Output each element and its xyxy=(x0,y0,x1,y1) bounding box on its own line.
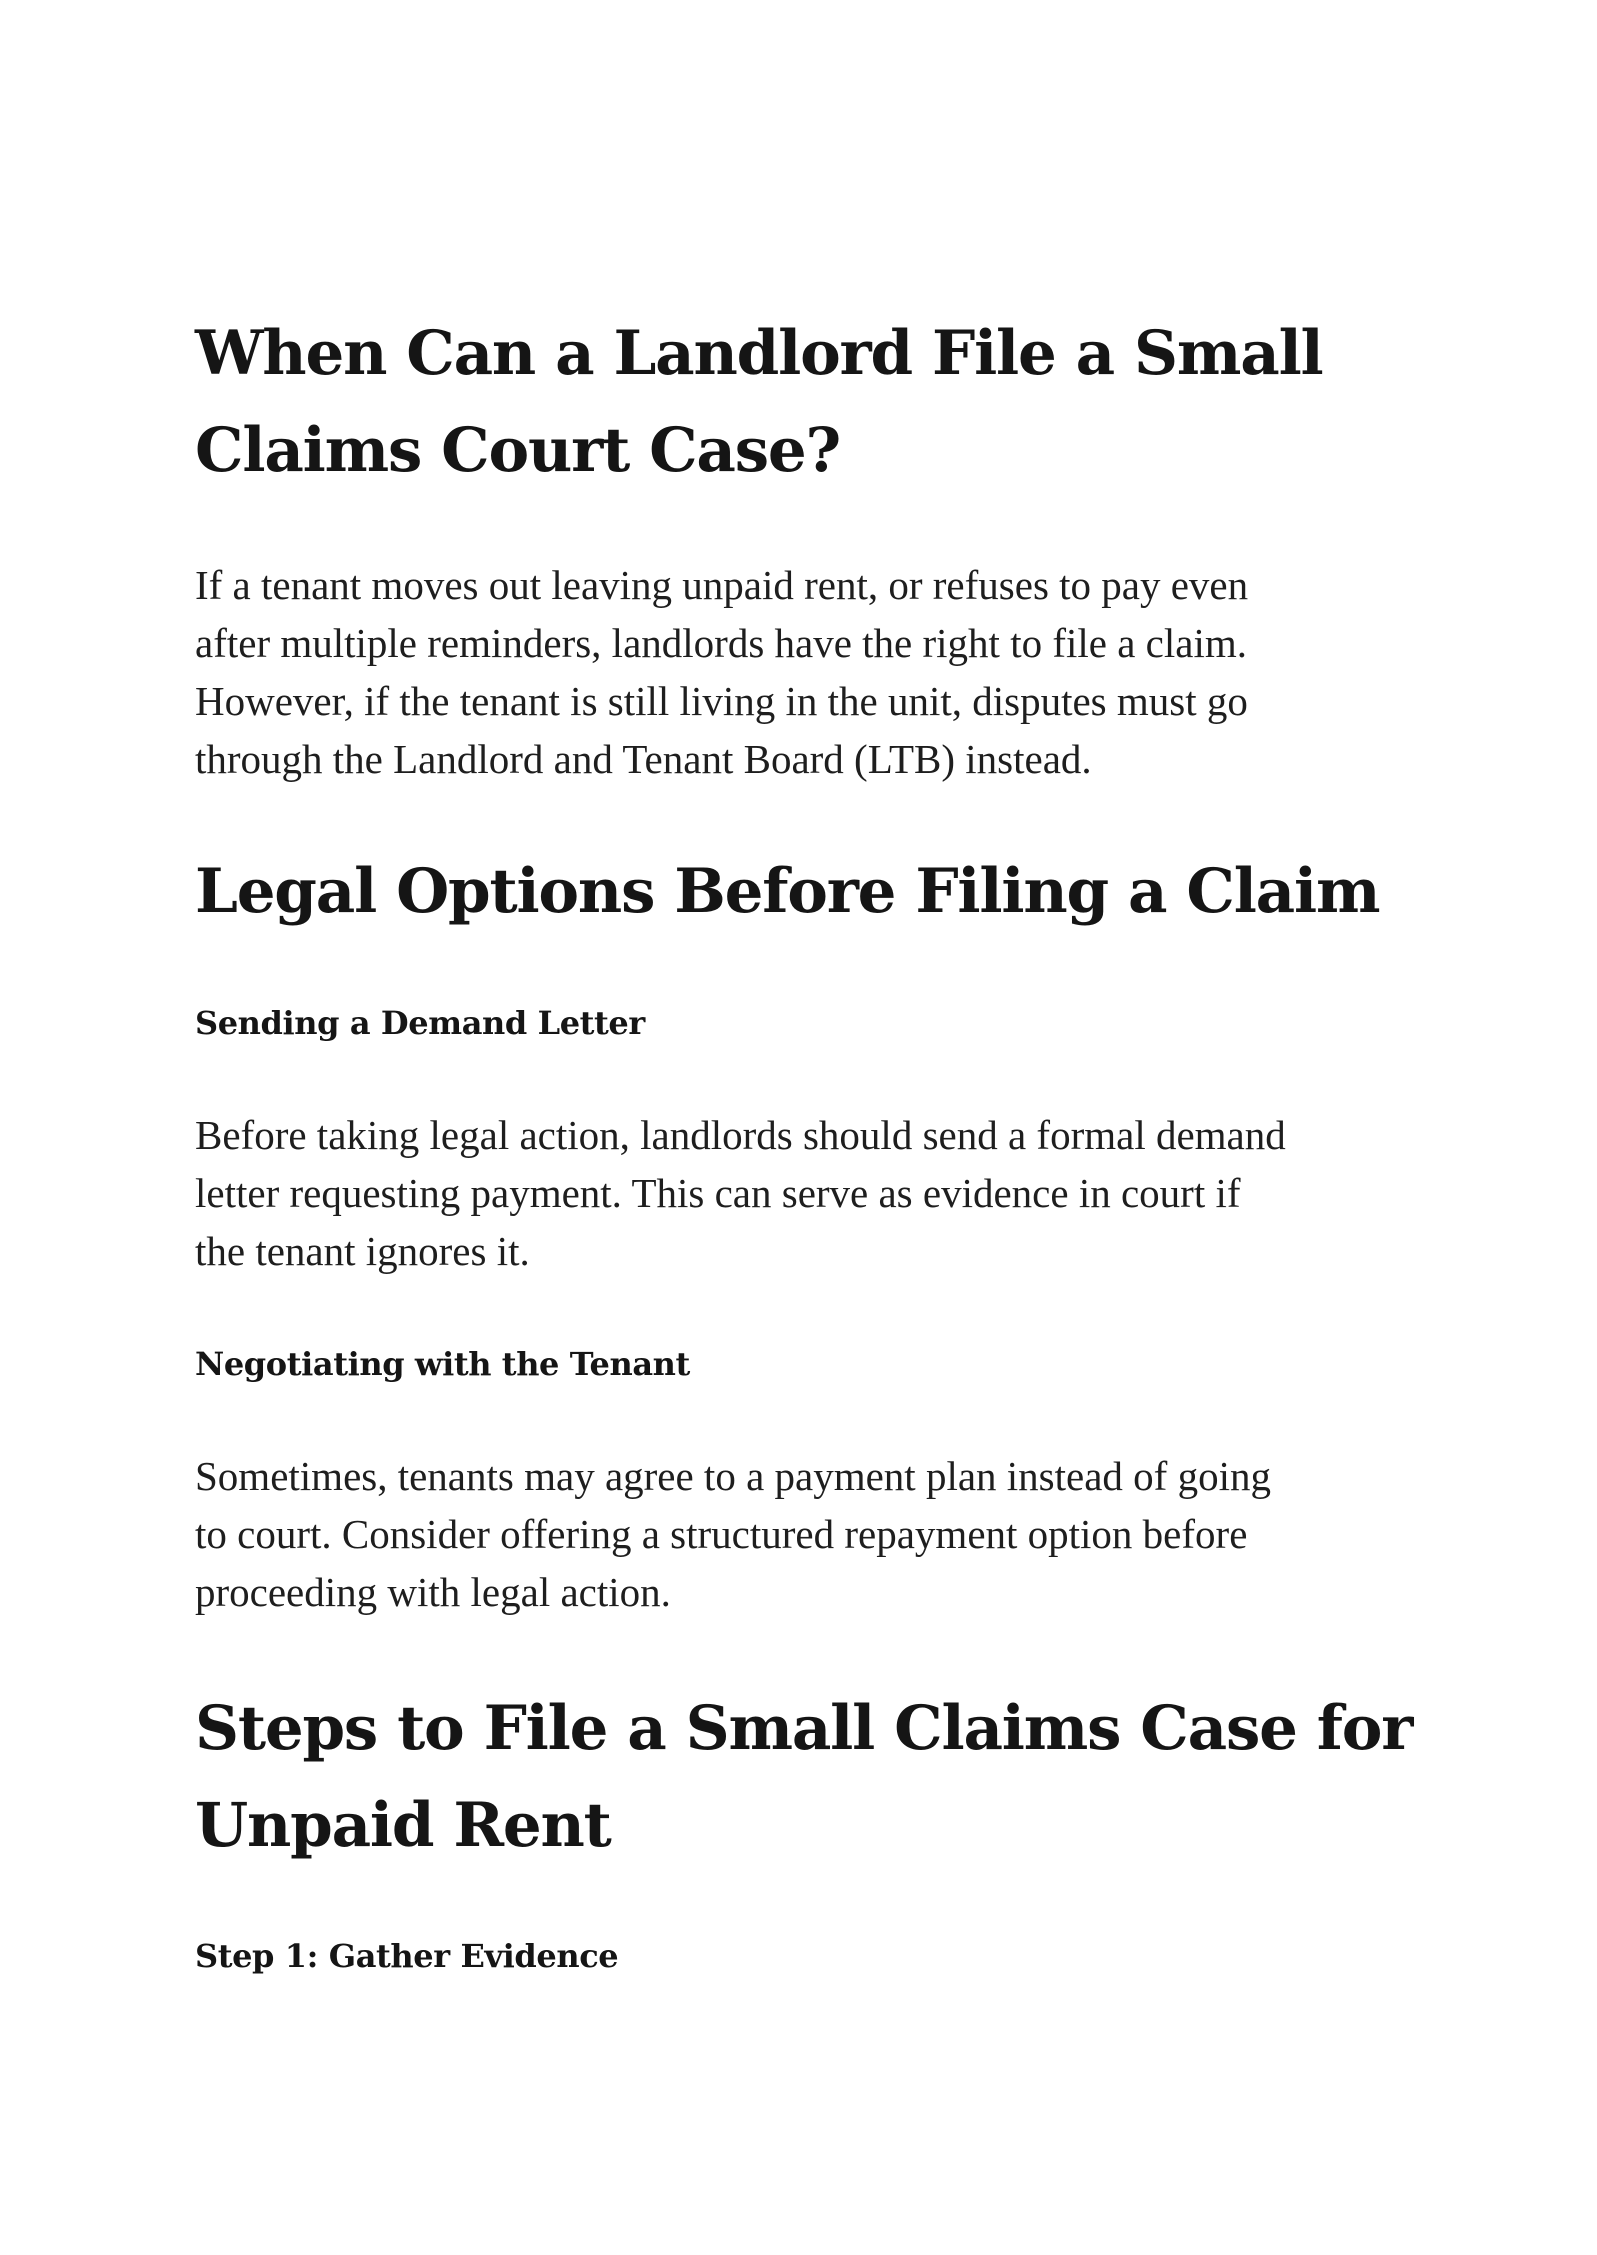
heading-line: Unpaid Rent xyxy=(195,1790,611,1861)
paragraph-landlord-filing xyxy=(195,556,1435,788)
heading-line: Steps to File a Small Claims Case for xyxy=(195,1693,1413,1764)
paragraph-line: However, if the tenant is still living in the unit, disputes must go xyxy=(195,678,1248,724)
subheading-negotiating: Negotiating with the Tenant xyxy=(195,1345,690,1383)
paragraph-line: after multiple reminders, landlords have the right to file a claim. xyxy=(195,620,1247,666)
paragraph-line: Before taking legal action, landlords should send a formal demand xyxy=(195,1112,1286,1158)
paragraph-line: letter requesting payment. This can serve as evidence in court if xyxy=(195,1170,1241,1216)
paragraph-line: If a tenant moves out leaving unpaid rent, or refuses to pay even xyxy=(195,562,1249,608)
section-heading-legal-options: Legal Options Before Filing a Claim xyxy=(195,856,1380,927)
section-heading-steps-to-file xyxy=(195,1680,1412,1874)
subheading-step-1: Step 1: Gather Evidence xyxy=(195,1937,619,1975)
heading-line: When Can a Landlord File a Small xyxy=(195,318,1323,389)
paragraph-line: through the Landlord and Tenant Board (LTB) instead. xyxy=(195,736,1092,782)
section-heading-landlord-filing xyxy=(195,305,1323,499)
subheading-demand-letter: Sending a Demand Letter xyxy=(195,1004,645,1042)
paragraph-line: proceeding with legal action. xyxy=(195,1569,671,1615)
paragraph-demand-letter xyxy=(195,1106,1435,1280)
paragraph-line: to court. Consider offering a structured repayment option before xyxy=(195,1511,1248,1557)
heading-line: Claims Court Case? xyxy=(195,415,841,486)
paragraph-line: Sometimes, tenants may agree to a payment plan instead of going xyxy=(195,1453,1271,1499)
paragraph-negotiating xyxy=(195,1447,1435,1621)
paragraph-line: the tenant ignores it. xyxy=(195,1228,530,1274)
